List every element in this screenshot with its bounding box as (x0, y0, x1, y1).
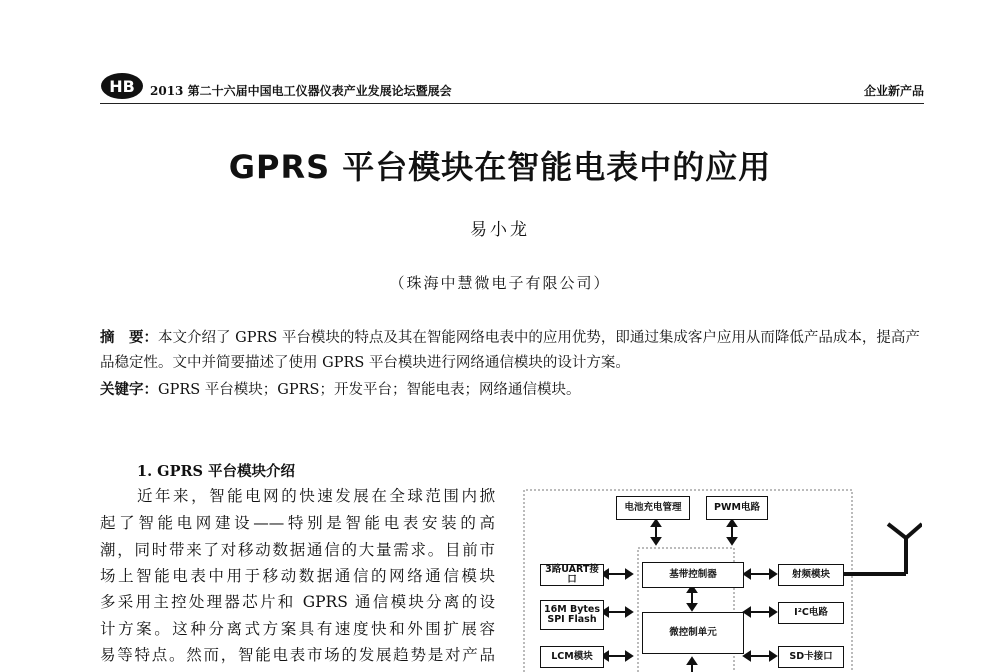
paper-title: GPRS 平台模块在智能电表中的应用 (228, 148, 772, 186)
rf-module-box: 射频模块 (778, 564, 844, 586)
header-rule (100, 103, 924, 104)
spi-flash-box (540, 600, 604, 630)
conference-name: 2013 第二十六届中国电工仪器仪表产业发展论坛暨展会 (150, 84, 452, 98)
body-line: 近年来，智能电网的快速发展在全球范围内掀 (137, 487, 495, 505)
abstract (100, 326, 924, 376)
block-diagram (522, 488, 922, 672)
body-line: 多采用主控处理器芯片和 GPRS 通信模块分离的设 (100, 593, 495, 611)
keywords-text: GPRS 平台模块；GPRS；开发平台；智能电表；网络通信模块。 (158, 382, 581, 398)
keywords-label: 关键字： (100, 382, 158, 398)
body-line: 计方案。这种分离式方案具有速度快和外围扩展容 (100, 620, 495, 638)
abstract-label: 摘 要： (100, 330, 158, 346)
conference-logo (100, 72, 144, 100)
antenna-icon (842, 524, 922, 574)
sd-card-interface-box: SD卡接口 (778, 646, 844, 668)
abstract-text: 本文介绍了 GPRS 平台模块的特点及其在智能网络电表中的应用优势，即通过集成客户应用从而降低产品成本，提高产品稳定性。文中并简要描述了使用 GPRS 平台模块进行网络通信模块的设计方案。 (100, 330, 920, 371)
section-heading: 1. GPRS 平台模块介绍 (137, 463, 296, 480)
paper-affiliation: （珠海中慧微电子有限公司） (389, 274, 611, 292)
paper-author: 易小龙 (470, 220, 530, 240)
body-line: 易等特点。然而，智能电表市场的发展趋势是对产品 (100, 646, 495, 664)
i2c-circuit-box: I²C电路 (778, 602, 844, 624)
baseband-controller-box: 基带控制器 (642, 562, 744, 588)
logo-text: HB (109, 77, 135, 96)
pwm-circuit-box: PWM电路 (706, 496, 768, 520)
section-label: 企业新产品 (863, 84, 924, 98)
uart-interface-box: 3路UART接口 (540, 564, 604, 586)
body-line: 场上智能电表中用于移动数据通信的网络通信模块 (100, 567, 495, 585)
keywords (100, 378, 924, 403)
lcm-module-box: LCM模块 (540, 646, 604, 668)
running-header (100, 72, 924, 102)
body-line: 起了智能电网建设——特别是智能电表安装的高 (100, 514, 495, 532)
flash-type-label: SPI Flash (547, 614, 597, 625)
battery-charge-box: 电池充电管理 (616, 496, 690, 520)
mcu-box: 微控制单元 (642, 612, 744, 654)
body-line: 潮，同时带来了对移动数据通信的大量需求。目前市 (100, 541, 495, 559)
flash-size-label: 16M Bytes (543, 604, 601, 615)
